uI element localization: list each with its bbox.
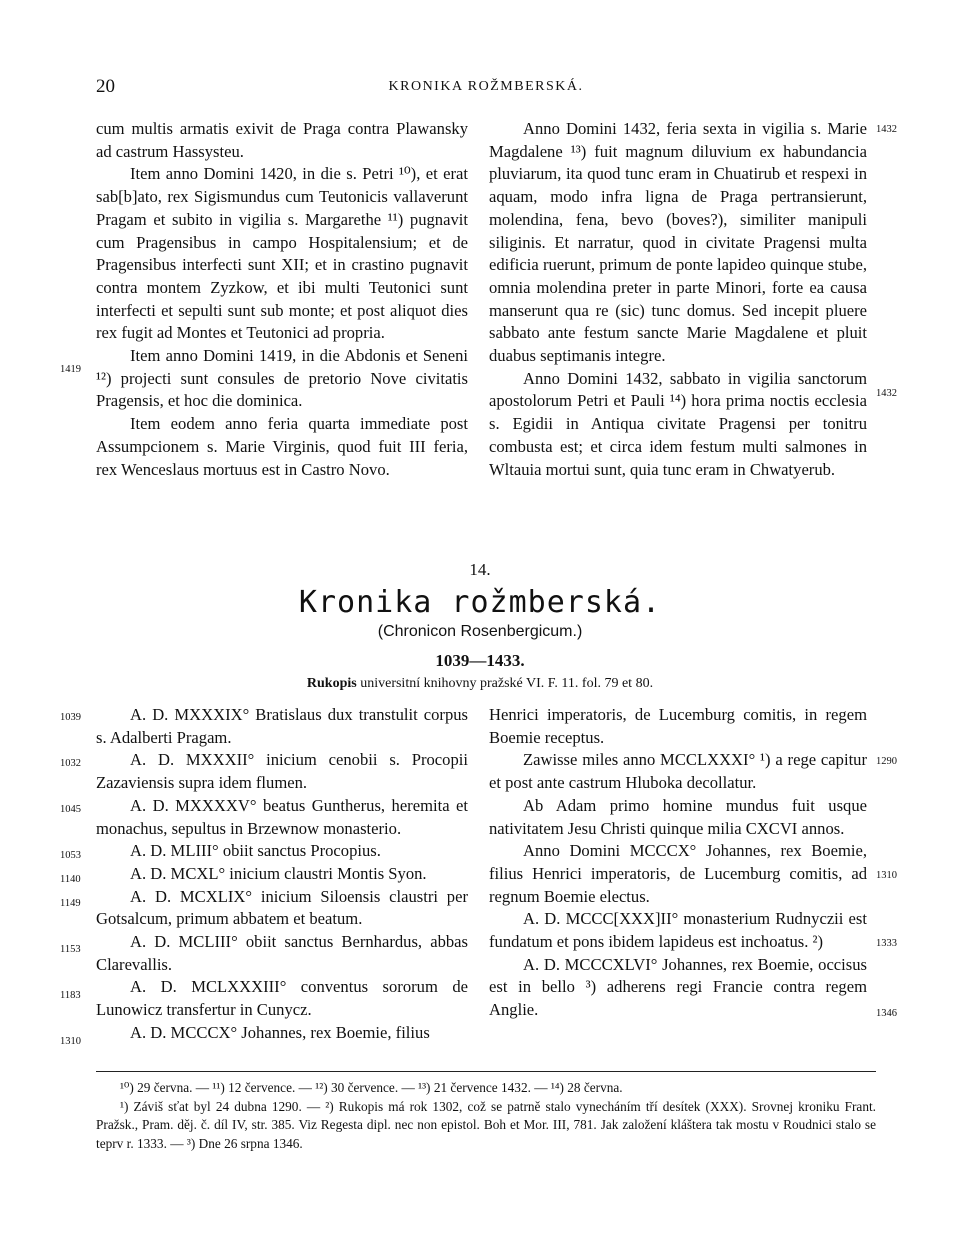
paragraph: Item anno Domini 1419, in die Abdonis et Seneni ¹²) projecti sunt consules de pretorio Nove civitatis Pragensis, et hoc die dominica. <box>96 346 468 411</box>
annal-entries <box>96 704 468 1045</box>
margin-year: 1153 <box>60 944 81 955</box>
section-number: 14. <box>469 560 491 579</box>
source-rest: universitní knihovny pražské VI. F. 11. fol. 79 et 80. <box>360 676 654 691</box>
paragraph: cum multis armatis exivit de Praga contra Plawansky ad castrum Hassysteu. <box>96 119 468 161</box>
margin-year: 1346 <box>876 1008 897 1019</box>
page-number: 20 <box>96 76 115 97</box>
section-title: Kronika rožmberská. <box>298 585 662 620</box>
paragraph: Anno Domini 1432, sabbato in vigilia sanctorum apostolorum Petri et Pauli ¹⁴) hora prima noctis ecclesia s. Egidii in Antiqua civitate Pragensi per tonitru combusta est; et circa idem festum multi salmones in Wltauia mortui sunt, quia tunc eram in Chwatyerub. <box>489 368 867 479</box>
paragraph: Item anno Domini 1420, in die s. Petri ¹⁰), et erat sab[b]ato, rex Sigismundus cum Teutonicis vallaverunt Pragam et subito in vigilia s. Margarethe ¹¹) pugnavit cum Pragensibus in campo Hospitalensium; et de Pragensibus interfecti sunt XII; et in crastino pugnavit contra montem Zyzkow, et ibi multi Teutonici sunt interfecti et sepulti sunt sub monte; et post aliquot dies rex fugit ad Montes et Teutonici ad propria. <box>96 164 468 343</box>
annal-entry: A. D. MCLXXXIII° conventus sororum de Lunowicz transfertur in Cunycz. <box>96 977 468 1020</box>
margin-year: 1432 <box>876 388 897 399</box>
annal-entry: A. D. MCXL° inicium claustri Montis Syon. <box>130 863 427 883</box>
paragraph: A. D. MCCC[XXX]II° monasterium Rudnyczii est fundatum et pons ibidem lapideus est inchoatus. ²) <box>489 909 867 952</box>
section-subtitle: (Chronicon Rosenbergicum.) <box>377 623 583 640</box>
section-years: 1039—1433. <box>435 651 525 670</box>
paragraph: Henrici imperatoris, de Lucemburg comitis, in regem Boemie receptus. <box>489 705 867 747</box>
right-column-top <box>489 118 867 481</box>
footnotes <box>96 1079 876 1153</box>
annal-entry: A. D. MCLIII° obiit sanctus Bernhardus, abbas Clarevallis. <box>96 932 468 974</box>
footnote: ¹) Záviš sťat byl 24 dubna 1290. — ²) Rukopis má rok 1302, což se patrně stalo vynecháním tří desítek (XXX). Srovnej kroniku Frant. Pražsk., Pram. děj. č. díl IV, str. 385. Viz Regesta dipl. nec non epistol. Boh et Mor. III, 781. Jak založení kláštera tak mostu v Roudnici stalo se teprv r. 1333. — ³) Dne 26 srpna 1346. <box>96 1098 876 1151</box>
annal-entry: A. D. MLIII° obiit sanctus Procopius. <box>130 841 381 861</box>
page-header <box>96 76 876 102</box>
annal-entry: A. D. MXXXIX° Bratislaus dux transtulit corpus s. Adalberti Pragam. <box>96 705 468 747</box>
paragraph: Zawisse miles anno MCCLXXXI° ¹) a rege capitur et post ante castrum Hluboka decollatur. <box>489 750 867 793</box>
margin-year: 1310 <box>876 870 897 881</box>
annal-entry: A. D. MCXLIX° inicium Siloensis claustri per Gotsalcum, primum abbatem et beatum. <box>96 886 468 929</box>
margin-year: 1149 <box>60 898 81 909</box>
margin-year: 1310 <box>60 1036 81 1047</box>
margin-year: 1432 <box>876 124 897 135</box>
margin-year: 1290 <box>876 756 897 767</box>
margin-year: 1053 <box>60 850 81 861</box>
margin-year: 1183 <box>60 990 81 1001</box>
margin-year: 1333 <box>876 938 897 949</box>
section-source <box>0 676 960 692</box>
margin-year: 1039 <box>60 712 81 723</box>
margin-year: 1032 <box>60 758 81 769</box>
running-head: KRONIKA ROŽMBERSKÁ. <box>388 79 584 94</box>
paragraph: Anno Domini 1432, feria sexta in vigilia s. Marie Magdalene ¹³) fuit magnum diluvium ex habundancia pluviarum, ita quod tunc eram in Chuatirub et respexi in aquam, modo infra ligna de Praga pertransierunt, molendina, fena, bevo (boves?), similiter manipuli siliginis. Et narratur, quod in civitate Pragensi multa edificia ruerunt, primum de ponte lapideo quinque stube, omnia molendina preter in parte Minori, forte ea causa manserunt qua re (sic) tunc domus. Sed incepit pluere sabbato ante festum sancte Marie Magdalene et pluit duabus septimanis integre. <box>489 119 867 366</box>
margin-year: 1140 <box>60 874 81 885</box>
footnote: ¹⁰) 29 června. — ¹¹) 12 července. — ¹²) 30 července. — ¹³) 21 července 1432. — ¹⁴) 28 června. <box>120 1080 623 1095</box>
annal-entry: A. D. MXXXII° inicium cenobii s. Procopii Zazaviensis supra idem flumen. <box>96 750 468 793</box>
paragraph: A. D. MCCCXLVI° Johannes, rex Boemie, occisus est in bello ³) adherens regi Francie contra regem Anglie. <box>489 954 867 1020</box>
right-column-bottom <box>489 704 867 1022</box>
left-column-top <box>96 118 468 481</box>
margin-year: 1419 <box>60 364 81 375</box>
margin-year: 1045 <box>60 804 81 815</box>
annal-entry: A. D. MXXXXV° beatus Guntherus, heremita et monachus, sepultus in Brzewnow monasterio. <box>96 795 468 838</box>
annal-entry: A. D. MCCCX° Johannes, rex Boemie, filius <box>130 1022 430 1042</box>
paragraph: Item eodem anno feria quarta immediate post Assumpcionem s. Marie Virginis, quod fuit III feria, rex Wenceslaus mortuus est in Castro Novo. <box>96 414 468 479</box>
paragraph: Anno Domini MCCCX° Johannes, rex Boemie, filius Henrici imperatoris, de Lucemburg comitis, ad regnum Boemie electus. <box>489 841 867 906</box>
paragraph: Ab Adam primo homine mundus fuit usque nativitatem Jesu Christi quinque milia CXCVI annos. <box>489 795 867 838</box>
source-lead: Rukopis <box>306 676 357 691</box>
footnote-rule <box>96 1071 876 1072</box>
